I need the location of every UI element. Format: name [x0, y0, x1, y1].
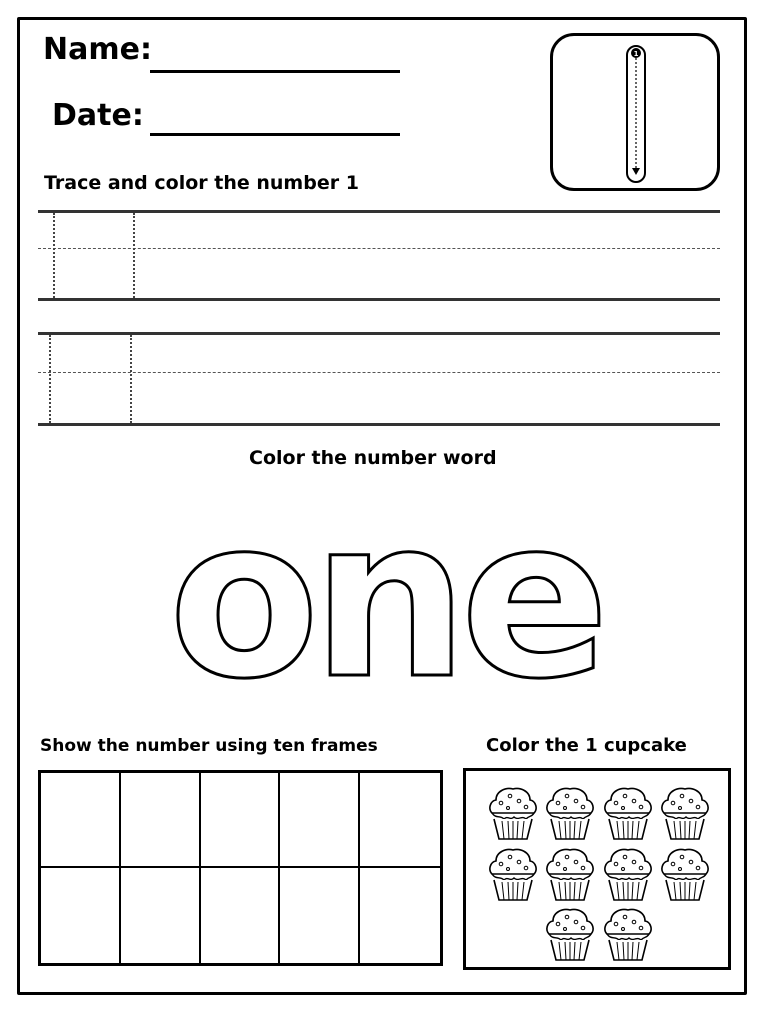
cupcake-icon[interactable] [601, 783, 655, 843]
ten-frame[interactable] [38, 770, 443, 966]
cupcake-icon[interactable] [601, 844, 655, 904]
trace-guide-2a [49, 335, 51, 423]
number-one-tracing-icon [553, 36, 717, 188]
ten-frame-cell[interactable] [121, 773, 201, 868]
cupcake-icon[interactable] [486, 783, 540, 843]
number-word-outline[interactable] [140, 510, 630, 690]
ten-frame-cell[interactable] [360, 773, 440, 868]
ten-frame-cell[interactable] [41, 773, 121, 868]
ten-frame-title: Show the number using ten frames [40, 736, 378, 756]
ten-frame-cell[interactable] [41, 868, 121, 963]
word-title: Color the number word [249, 447, 497, 469]
date-label: Date: [52, 98, 144, 133]
cupcake-title: Color the 1 cupcake [486, 735, 687, 756]
trace-guide-1b [133, 213, 135, 298]
stroke-order-marker: 1 [633, 50, 639, 58]
ten-frame-cell[interactable] [280, 773, 360, 868]
cupcake-icon[interactable] [658, 783, 712, 843]
trace-guide-1a [53, 213, 55, 298]
cupcake-icon[interactable] [486, 844, 540, 904]
date-field[interactable] [150, 133, 400, 136]
ten-frame-cell[interactable] [280, 868, 360, 963]
name-field[interactable] [150, 70, 400, 73]
trace-title: Trace and color the number 1 [44, 172, 359, 194]
ten-frame-cell[interactable] [360, 868, 440, 963]
number-box [550, 33, 720, 191]
ten-frame-cell[interactable] [201, 773, 281, 868]
trace-row-1[interactable] [38, 210, 720, 302]
cupcake-icon[interactable] [543, 844, 597, 904]
cupcake-icon[interactable] [543, 783, 597, 843]
cupcake-box [463, 768, 731, 970]
number-word[interactable]: one [168, 510, 602, 690]
name-label: Name: [43, 32, 152, 67]
trace-row-2[interactable] [38, 332, 720, 428]
ten-frame-cell[interactable] [201, 868, 281, 963]
ten-frame-cell[interactable] [121, 868, 201, 963]
trace-guide-2b [130, 335, 132, 423]
cupcake-icon[interactable] [543, 904, 597, 964]
cupcake-icon[interactable] [658, 844, 712, 904]
cupcake-icon[interactable] [601, 904, 655, 964]
